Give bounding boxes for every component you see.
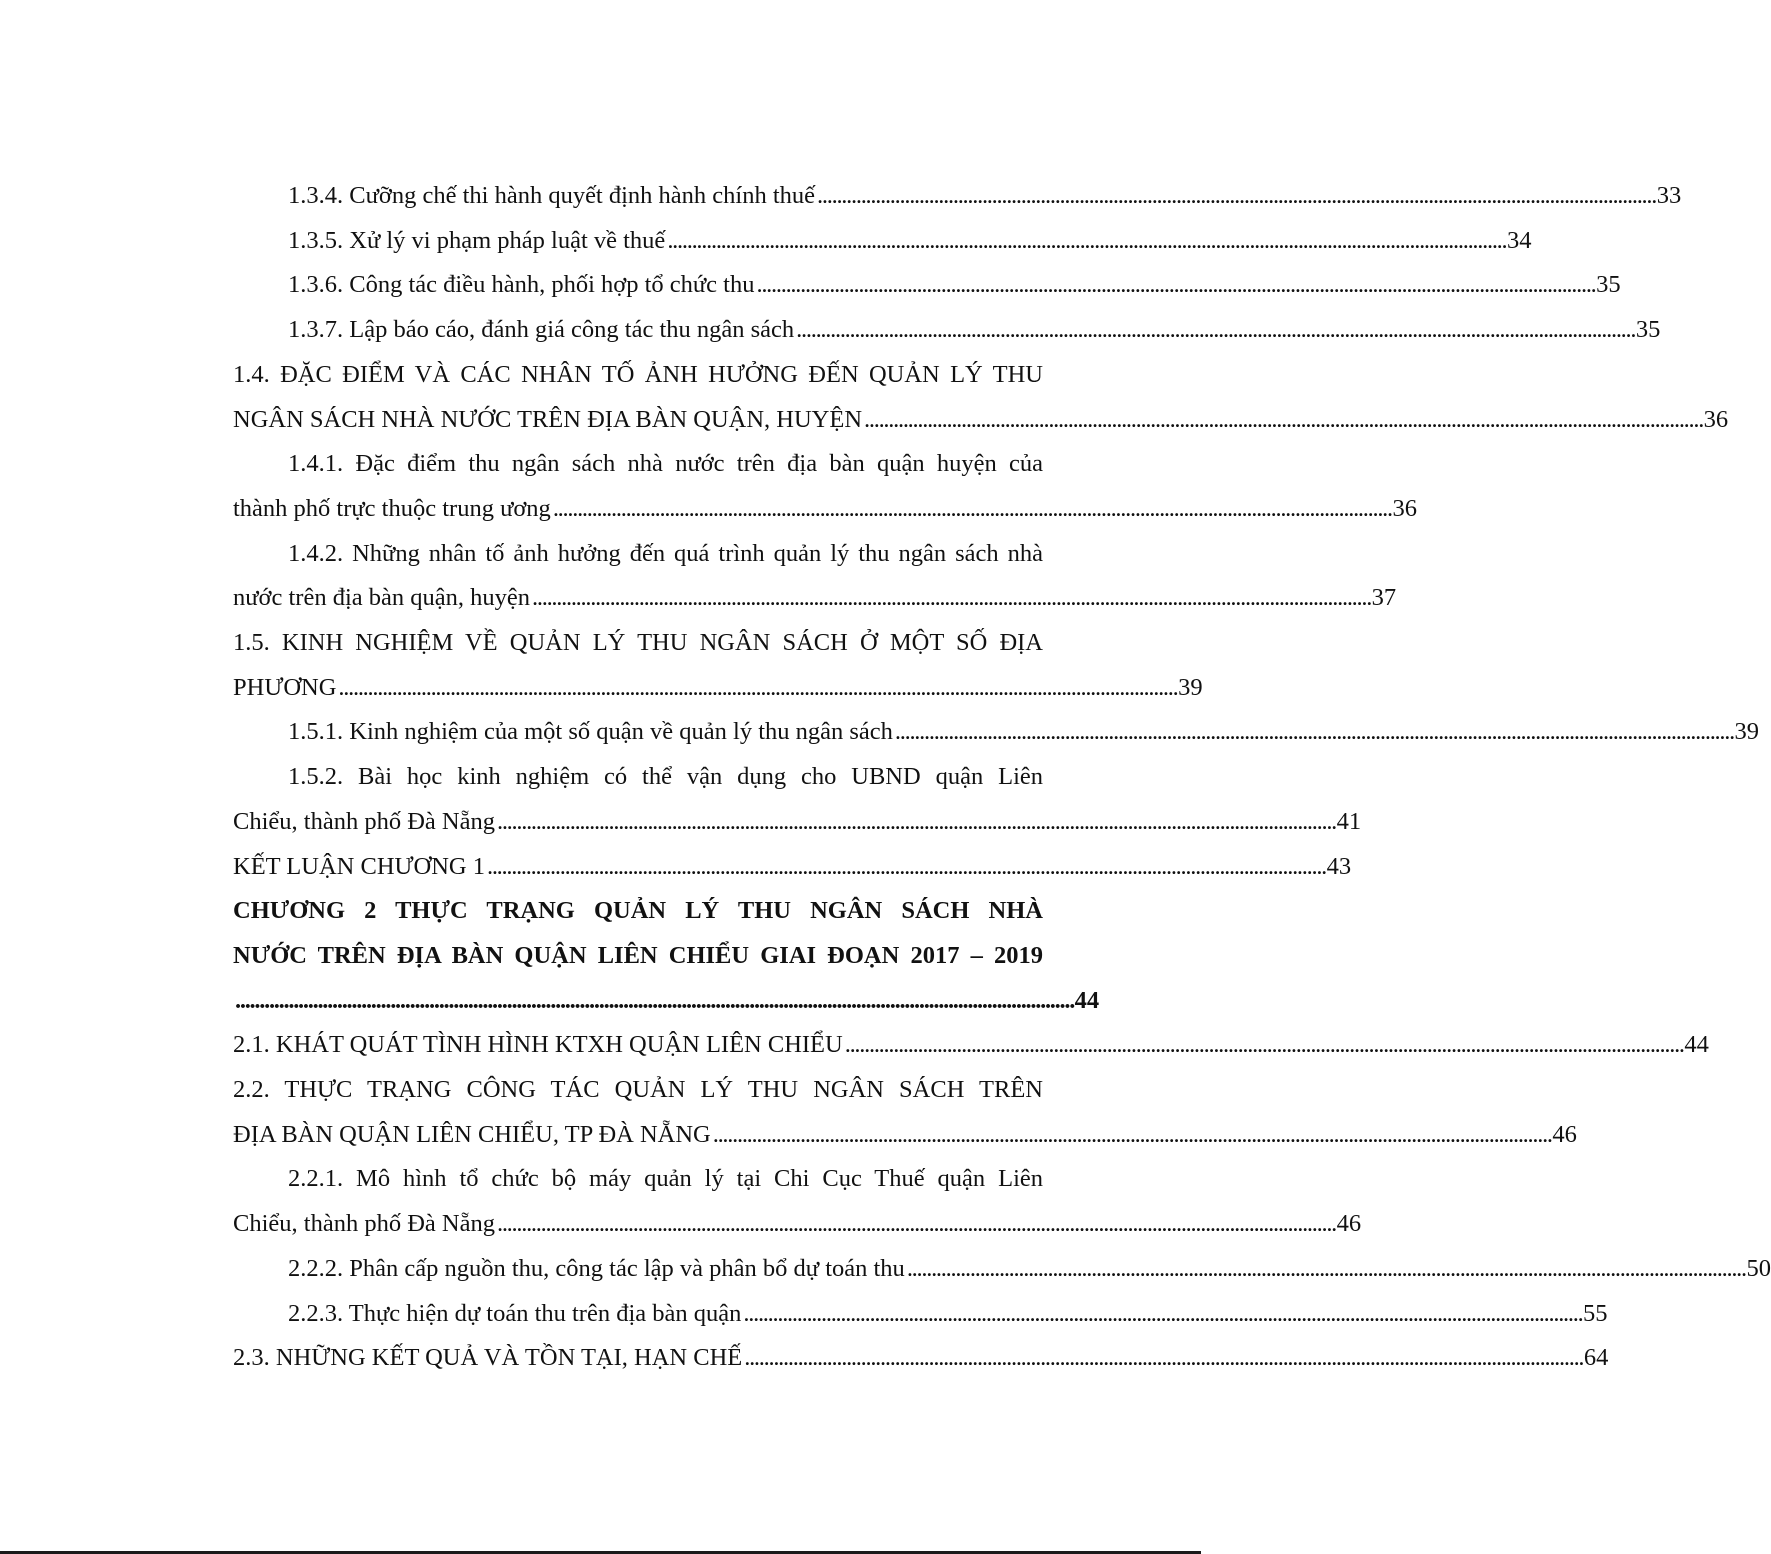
dot-leader — [713, 1113, 1550, 1158]
toc-entry-row — [233, 1202, 1362, 1247]
dot-leader — [756, 263, 1593, 308]
toc-entry-title: 2.2.2. Phân cấp nguồn thu, công tác lập và phân bổ dự toán thu — [288, 1254, 905, 1282]
toc-page-number: 33 — [1656, 182, 1682, 209]
dot-leader — [907, 1247, 1744, 1292]
toc-page-number: 44 — [1074, 986, 1100, 1014]
toc-entry-row — [288, 219, 1532, 264]
toc-entry-title: 1.3.4. Cưỡng chế thi hành quyết định hành chính thuế — [288, 182, 816, 209]
toc-entry-row — [288, 1292, 1608, 1337]
toc-entry-title-line: 1.5. KINH NGHIỆM VỀ QUẢN LÝ THU NGÂN SÁCH Ở MỘT SỐ ĐỊA — [233, 629, 1043, 657]
toc-entry-title-line: 1.4. ĐẶC ĐIỂM VÀ CÁC NHÂN TỐ ẢNH HƯỞNG ĐẾN QUẢN LÝ THU — [233, 360, 1043, 388]
toc-entry-title-line: 1.4.1. Đặc điểm thu ngân sách nhà nước trên địa bàn quận huyện của — [288, 450, 1043, 478]
toc-entry[interactable] — [233, 845, 1352, 890]
toc-page-number: 35 — [1635, 316, 1661, 344]
toc-entry-title: ĐỊA BÀN QUẬN LIÊN CHIỂU, TP ĐÀ NẴNG — [233, 1120, 711, 1148]
toc-entry-row — [288, 1247, 1771, 1292]
toc-page-number: 37 — [1371, 584, 1397, 612]
toc-entry-row — [288, 710, 1760, 755]
toc-page-number: 46 — [1552, 1120, 1577, 1148]
dot-leader — [845, 1023, 1682, 1068]
dot-leader — [532, 576, 1369, 621]
toc-entry-title: 1.3.7. Lập báo cáo, đánh giá công tác thu ngân sách — [288, 316, 795, 344]
toc-entry-title-line: 1.5.2. Bài học kinh nghiệm có thể vận dụng cho UBND quận Liên — [288, 763, 1043, 791]
toc-entry-title-line: 2.2.1. Mô hình tổ chức bộ máy quản lý tại Chi Cục Thuế quận Liên — [288, 1165, 1043, 1193]
toc-entry-row — [233, 800, 1362, 845]
toc-entry-title-line: 2.2. THỰC TRẠNG CÔNG TÁC QUẢN LÝ THU NGÂN SÁCH TRÊN — [233, 1076, 1043, 1104]
toc-entry[interactable] — [233, 1023, 1709, 1068]
toc-entry-title-line: NƯỚC TRÊN ĐỊA BÀN QUẬN LIÊN CHIỂU GIAI ĐOẠN 2017 – 2019 — [233, 941, 1043, 969]
toc-entry[interactable] — [233, 308, 1661, 353]
toc-entry-title: 2.1. KHÁT QUÁT TÌNH HÌNH KTXH QUẬN LIÊN CHIỂU — [233, 1031, 843, 1059]
toc-entry-title: 2.3. NHỮNG KẾT QUẢ VÀ TỒN TẠI, HẠN CHẾ — [233, 1344, 743, 1372]
toc-entry-row — [288, 308, 1661, 353]
toc-entry[interactable] — [233, 755, 1362, 844]
toc-entry-row — [288, 174, 1682, 219]
dot-leader — [667, 219, 1504, 264]
toc-entry-title: 1.3.6. Công tác điều hành, phối hợp tổ chức thu — [288, 271, 755, 299]
toc-page-number: 44 — [1684, 1031, 1709, 1059]
toc-entry-row — [233, 1336, 1609, 1381]
toc-entry[interactable] — [233, 219, 1532, 264]
toc-page-number: 36 — [1703, 405, 1729, 433]
toc-entry-title: PHƯƠNG — [233, 673, 337, 701]
dot-leader — [743, 1292, 1580, 1337]
dot-leader — [864, 398, 1701, 443]
toc-entry-row — [233, 576, 1397, 621]
toc-entry[interactable] — [233, 710, 1760, 755]
toc-entry[interactable] — [233, 621, 1203, 710]
toc-page-number: 43 — [1326, 852, 1352, 880]
toc-entry[interactable] — [233, 1292, 1608, 1337]
toc-entry-row — [233, 1023, 1709, 1068]
toc-entry-title: nước trên địa bàn quận, huyện — [233, 584, 531, 612]
dot-leader — [235, 979, 1072, 1024]
toc-entry-row — [233, 1113, 1577, 1158]
toc-entry-row — [233, 845, 1352, 890]
toc-page-number: 55 — [1583, 1299, 1608, 1327]
toc-entry-title: Chiểu, thành phố Đà Nẵng — [233, 1210, 495, 1238]
toc-entry-title: 1.5.1. Kinh nghiệm của một số quận về quản lý thu ngân sách — [288, 718, 893, 746]
toc-page-number: 41 — [1336, 807, 1362, 835]
toc-entry-title: thành phố trực thuộc trung ương — [233, 494, 551, 522]
toc-page-number: 39 — [1734, 718, 1760, 746]
toc-entry-title-line: 1.4.2. Những nhân tố ảnh hưởng đến quá trình quản lý thu ngân sách nhà — [288, 539, 1043, 567]
toc-entry-row — [288, 263, 1621, 308]
toc-entry-row — [233, 487, 1417, 532]
toc-page-number: 34 — [1506, 226, 1532, 254]
toc-entry-row — [233, 666, 1203, 711]
dot-leader — [744, 1336, 1581, 1381]
toc-entry[interactable] — [233, 174, 1682, 219]
table-of-contents — [233, 174, 1771, 1381]
toc-entry[interactable] — [233, 353, 1729, 442]
toc-entry-row — [233, 398, 1729, 443]
dot-leader — [895, 710, 1732, 755]
dot-leader — [487, 845, 1324, 890]
toc-entry-title: 2.2.3. Thực hiện dự toán thu trên địa bàn quận — [288, 1299, 742, 1327]
toc-entry[interactable] — [233, 442, 1417, 531]
dot-leader — [553, 487, 1390, 532]
toc-page-number: 50 — [1746, 1254, 1771, 1282]
toc-entry-title: KẾT LUẬN CHƯƠNG 1 — [233, 852, 485, 880]
toc-entry-title: NGÂN SÁCH NHÀ NƯỚC TRÊN ĐỊA BÀN QUẬN, HUYỆN — [233, 405, 863, 433]
toc-page-number: 64 — [1583, 1344, 1609, 1372]
toc-page-number: 46 — [1336, 1210, 1362, 1238]
toc-entry[interactable] — [233, 1157, 1362, 1246]
toc-entry[interactable] — [233, 263, 1621, 308]
dot-leader — [817, 174, 1654, 219]
toc-entry-row — [233, 979, 1100, 1024]
toc-entry-title: Chiểu, thành phố Đà Nẵng — [233, 807, 495, 835]
toc-entry[interactable] — [233, 532, 1397, 621]
toc-page-number: 39 — [1178, 673, 1203, 701]
dot-leader — [338, 666, 1175, 711]
dot-leader — [796, 308, 1633, 353]
dot-leader — [497, 1202, 1334, 1247]
toc-entry-title-line: CHƯƠNG 2 THỰC TRẠNG QUẢN LÝ THU NGÂN SÁCH NHÀ — [233, 897, 1043, 925]
toc-entry-title: 1.3.5. Xử lý vi phạm pháp luật về thuế — [288, 226, 666, 254]
toc-page-number: 35 — [1596, 271, 1621, 299]
dot-leader — [497, 800, 1334, 845]
toc-entry[interactable] — [233, 1336, 1609, 1381]
toc-entry[interactable] — [233, 889, 1100, 1023]
toc-entry[interactable] — [233, 1247, 1771, 1292]
toc-list — [233, 174, 1771, 1381]
toc-page-number: 36 — [1392, 494, 1417, 522]
toc-entry[interactable] — [233, 1068, 1577, 1157]
